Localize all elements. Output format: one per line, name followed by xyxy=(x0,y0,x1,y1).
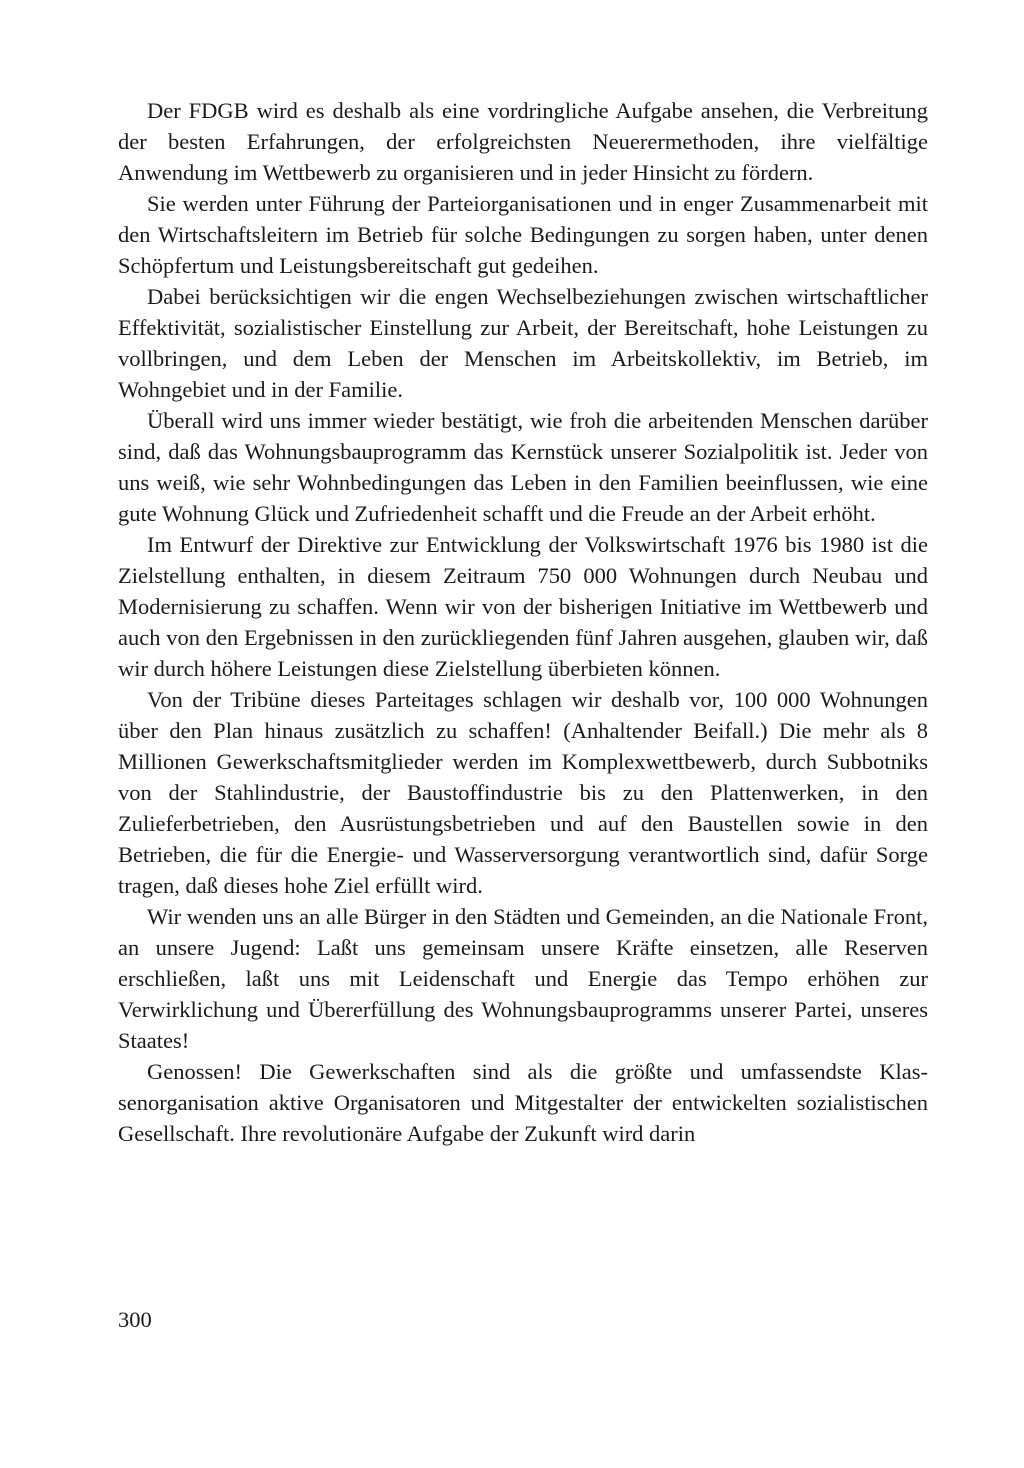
paragraph-wohnungsbauprogramm: Überall wird uns immer wieder bestätigt, wie froh die arbeitenden Menschen darüber sind, daß das Wohnungsbauprogramm das Kernstück unserer Sozialpolitik ist. Jeder von uns weiß, wie sehr Wohnbedingungen das Leben in den Familien beeinflussen, wie eine gute Wohnung Glück und Zufriedenheit schafft und die Freude an der Arbeit erhöht. xyxy=(118,408,928,526)
paragraph-wechselbeziehungen: Dabei berücksichtigen wir die engen Wechselbeziehungen zwischen wirtschaftlicher Effektivität, sozialistischer Einstellung zur Arbeit, der Bereitschaft, hohe Leistungen zu vollbringen, und dem Leben der Menschen im Arbeitskollektiv, im Betrieb, im Wohngebiet und in der Familie. xyxy=(118,284,928,402)
document-body xyxy=(118,95,928,1149)
paragraph-direktive: Im Entwurf der Direktive zur Entwicklung der Volkswirtschaft 1976 bis 1980 ist die Zielstellung enthalten, in diesem Zeitraum 750 000 Wohnungen durch Neubau und Modernisierung zu schaffen. Wenn wir von der bisherigen Initiative im Wettbewerb und auch von den Ergebnissen in den zurückliegenden fünf Jahren ausgehen, glauben wir, daß wir durch höhere Leistungen diese Zielstellung überbieten können. xyxy=(118,532,928,681)
paragraph-fdgb-aufgabe: Der FDGB wird es deshalb als eine vordringliche Aufgabe ansehen, die Verbreitung der besten Erfahrungen, der erfolgreichsten Neuerermethoden, ihre vielfältige Anwendung im Wettbewerb zu organisieren und in jeder Hinsicht zu fördern. xyxy=(118,98,928,185)
paragraph-aufruf-buerger: Wir wenden uns an alle Bürger in den Städten und Gemeinden, an die Nationale Front, an unsere Jugend: Laßt uns gemeinsam unsere Kräfte einsetzen, alle Reserven erschließen, laßt uns mit Leidenschaft und Energie das Tempo erhöhen zur Verwirklichung und Übererfüllung des Wohnungsbauprogramms unserer Partei, unseres Staates! xyxy=(118,904,928,1053)
paragraph-parteitag-vorschlag: Von der Tribüne dieses Parteitages schlagen wir deshalb vor, 100 000 Wohnungen über den Plan hinaus zusätzlich zu schaffen! (Anhaltender Beifall.) Die mehr als 8 Millionen Gewerkschaftsmitglieder werden im Komplexwettbewerb, durch Subbotniks von der Stahlindustrie, der Baustoffindustrie bis zu den Plattenwerken, in den Zulieferbetrieben, den Ausrüstungsbetrieben und auf den Baustellen sowie in den Betrieben, die für die Energie- und Wasserversorgung verantwortlich sind, dafür Sorge tragen, daß dieses hohe Ziel erfüllt wird. xyxy=(118,687,928,898)
paragraph-gewerkschaften: Genossen! Die Gewerkschaften sind als die größte und umfassendste Klassenorganisation aktive Organisatoren und Mitgestalter der entwickelten sozialistischen Gesellschaft. Ihre revolutionäre Aufgabe der Zukunft wird darin xyxy=(118,1059,928,1146)
paragraph-parteiorganisationen: Sie werden unter Führung der Parteiorganisationen und in enger Zusammenarbeit mit den Wirtschaftsleitern im Betrieb für solche Bedingungen zu sorgen haben, unter denen Schöpfertum und Leistungsbereitschaft gut gedeihen. xyxy=(118,191,928,278)
page-number: 300 xyxy=(118,1307,152,1332)
